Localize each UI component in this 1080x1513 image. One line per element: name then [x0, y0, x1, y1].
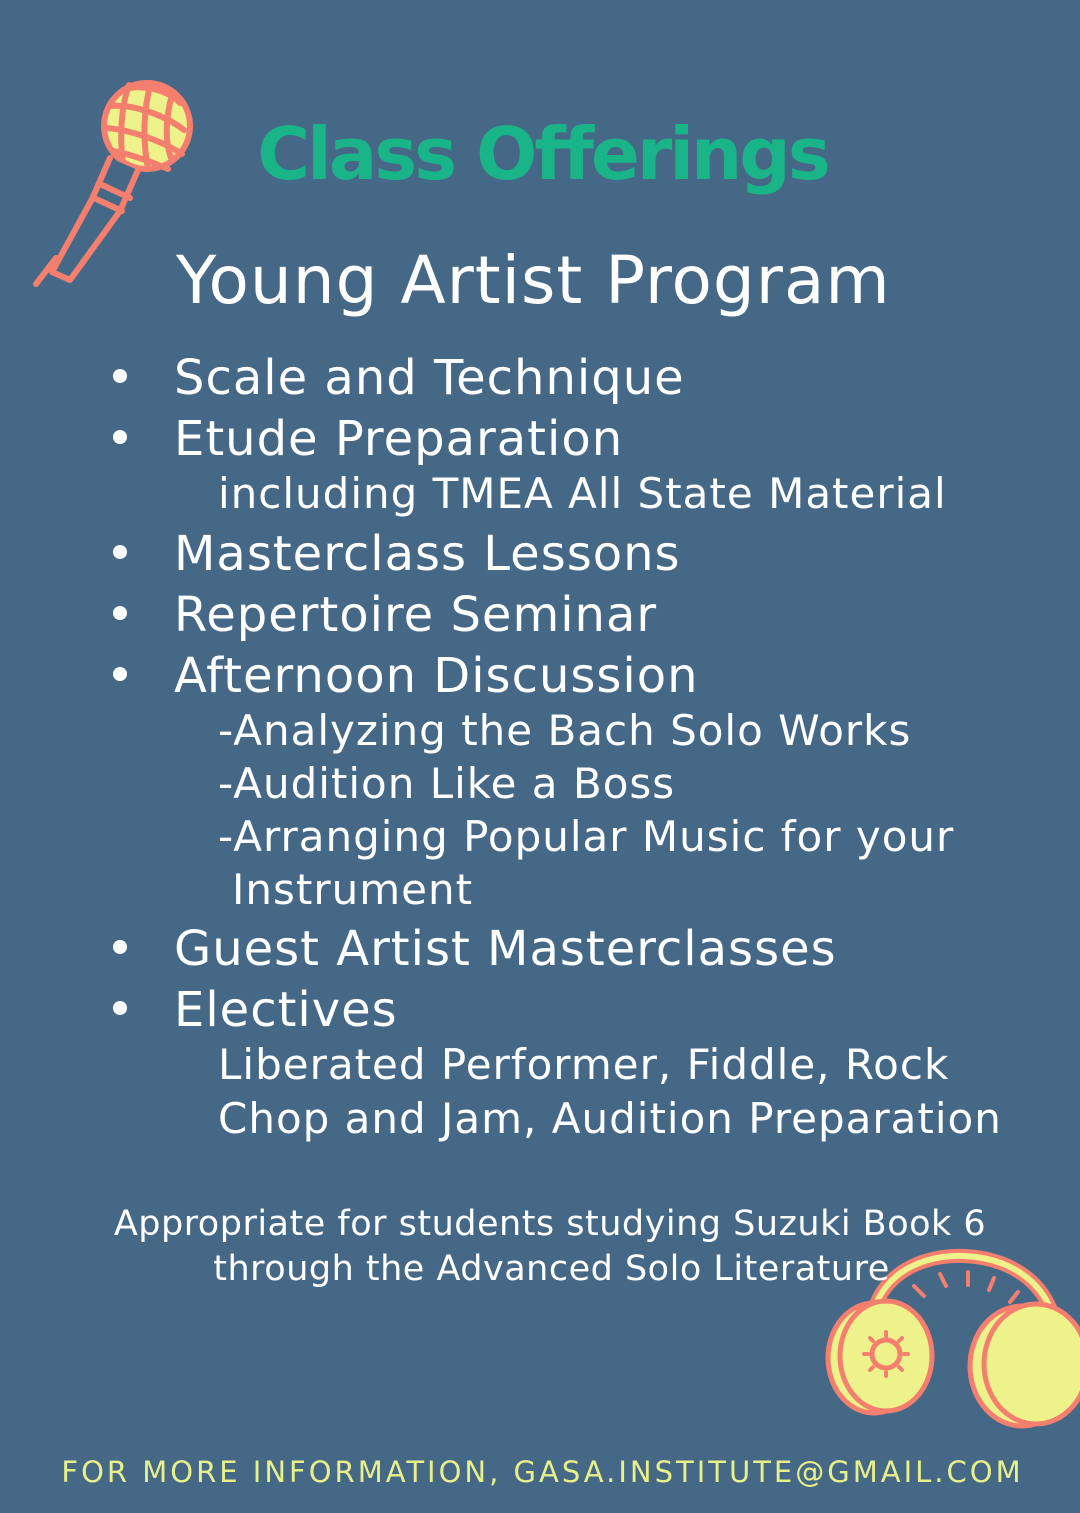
list-item-detail: including TMEA All State Material [218, 469, 947, 518]
list-item-label: Etude Preparation [174, 411, 624, 467]
list-item [174, 980, 398, 1040]
list-item-label: Guest Artist Masterclasses [174, 921, 837, 977]
list-item [174, 348, 685, 408]
bullet-icon [113, 606, 127, 620]
list-item-label: Repertoire Seminar [174, 587, 658, 643]
bullet-icon [113, 667, 127, 681]
list-item-detail: -Analyzing the Bach Solo Works [218, 706, 912, 755]
audience-note-line: through the Advanced Solo Literature [213, 1249, 890, 1289]
list-item-label: Electives [174, 982, 398, 1038]
bullet-icon [113, 940, 127, 954]
list-item-label: Afternoon Discussion [174, 648, 699, 704]
list-item-detail: Chop and Jam, Audition Preparation [218, 1094, 1002, 1143]
list-item [174, 524, 681, 584]
bullet-icon [113, 1001, 127, 1015]
bullet-icon [113, 430, 127, 444]
audience-note-line: Appropriate for students studying Suzuki Book 6 [113, 1204, 987, 1244]
list-item [174, 585, 657, 645]
list-item-label: Masterclass Lessons [174, 526, 681, 582]
bullet-icon [113, 545, 127, 559]
program-subtitle: Young Artist Program [176, 242, 891, 319]
list-item [174, 919, 837, 979]
list-item-detail: Liberated Performer, Fiddle, Rock [218, 1040, 950, 1089]
list-item [174, 646, 699, 706]
list-item-detail: -Arranging Popular Music for your [218, 812, 955, 861]
page-title: Class Offerings [257, 112, 828, 196]
list-item-label: Scale and Technique [174, 350, 685, 406]
contact-footer: FOR MORE INFORMATION, GASA.INSTITUTE@GMAIL.COM [61, 1455, 1024, 1489]
list-item-detail: -Audition Like a Boss [218, 759, 676, 808]
bullet-icon [113, 369, 127, 383]
list-item [174, 409, 623, 469]
list-item-detail: Instrument [232, 865, 474, 914]
